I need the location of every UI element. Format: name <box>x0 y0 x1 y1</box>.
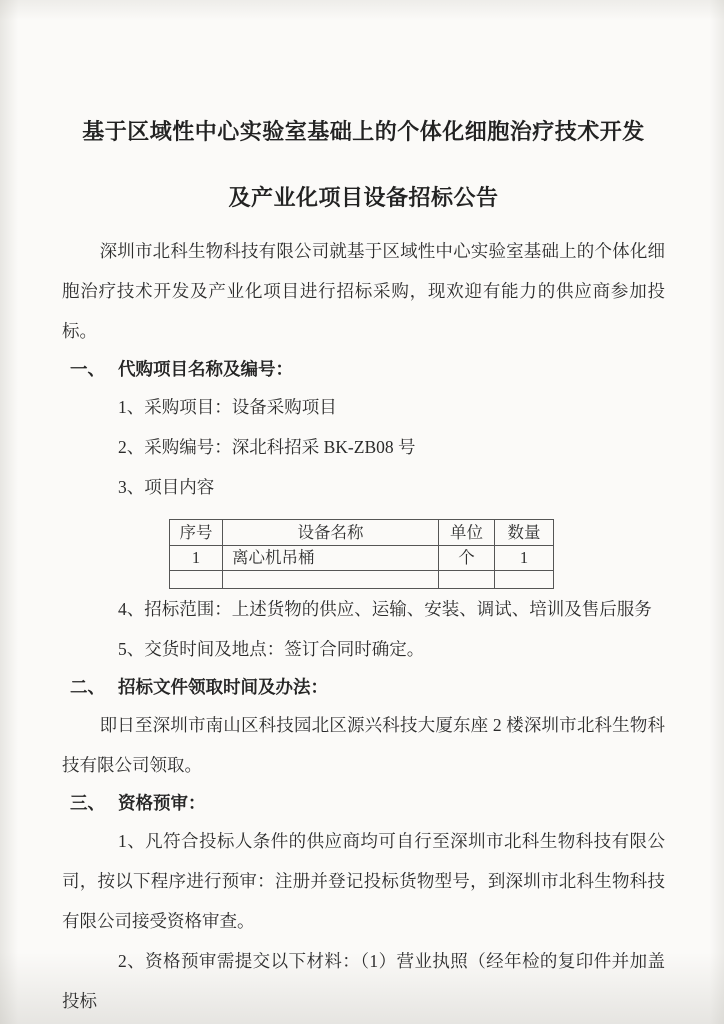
table-header-row <box>170 520 554 546</box>
title-line-2: 及产业化项目设备招标公告 <box>228 185 499 210</box>
section-1-heading <box>62 351 665 387</box>
table-header-index: 序号 <box>170 520 223 546</box>
section-1-label: 代购项目名称及编号： <box>118 359 293 379</box>
section-2-heading <box>62 669 665 705</box>
table-header-quantity: 数量 <box>495 520 554 546</box>
equipment-table <box>169 519 554 589</box>
cell-quantity: 1 <box>495 546 554 571</box>
table-row-empty <box>170 571 554 589</box>
document-title <box>62 99 665 231</box>
section-3-label: 资格预审： <box>118 793 206 813</box>
section-2-body: 即日至深圳市南山区科技园北区源兴科技大厦东座 2 楼深圳市北科生物科技有限公司领取。 <box>62 715 665 775</box>
table-row <box>170 546 554 571</box>
section-3-paragraph-1: 1、凡符合投标人条件的供应商均可自行至深圳市北科生物科技有限公司，按以下程序进行预审：注册并登记投标货物型号，到深圳市北科生物科技有限公司接受资格审查。 <box>62 831 665 931</box>
cell-index <box>170 571 223 589</box>
section-3-number: 三、 <box>70 793 105 813</box>
table-header-equipment-name: 设备名称 <box>223 520 439 546</box>
section-3-heading <box>62 785 665 821</box>
list-item-project-content: 3、项目内容 <box>118 477 215 497</box>
cell-unit: 个 <box>439 546 495 571</box>
cell-index: 1 <box>170 546 223 571</box>
list-item-delivery: 5、交货时间及地点：签订合同时确定。 <box>118 639 425 659</box>
section-2-label: 招标文件领取时间及办法： <box>118 677 328 697</box>
title-line-1: 基于区域性中心实验室基础上的个体化细胞治疗技术开发 <box>82 119 645 144</box>
list-item-purchase-project: 1、采购项目：设备采购项目 <box>118 397 337 417</box>
section-2-number: 二、 <box>70 677 105 697</box>
section-3-paragraph-2: 2、资格预审需提交以下材料：（1）营业执照（经年检的复印件并加盖投标 <box>62 951 665 1011</box>
cell-equipment-name <box>223 571 439 589</box>
section-1-number: 一、 <box>70 359 105 379</box>
list-item-purchase-number: 2、采购编号：深北科招采 BK-ZB08 号 <box>118 437 416 457</box>
cell-equipment-name: 离心机吊桶 <box>223 546 439 571</box>
cell-unit <box>439 571 495 589</box>
intro-paragraph: 深圳市北科生物科技有限公司就基于区域性中心实验室基础上的个体化细胞治疗技术开发及产业化项目进行招标采购，现欢迎有能力的供应商参加投标。 <box>62 241 665 341</box>
cell-quantity <box>495 571 554 589</box>
table-header-unit: 单位 <box>439 520 495 546</box>
list-item-tender-scope: 4、招标范围：上述货物的供应、运输、安装、调试、培训及售后服务 <box>118 599 652 619</box>
